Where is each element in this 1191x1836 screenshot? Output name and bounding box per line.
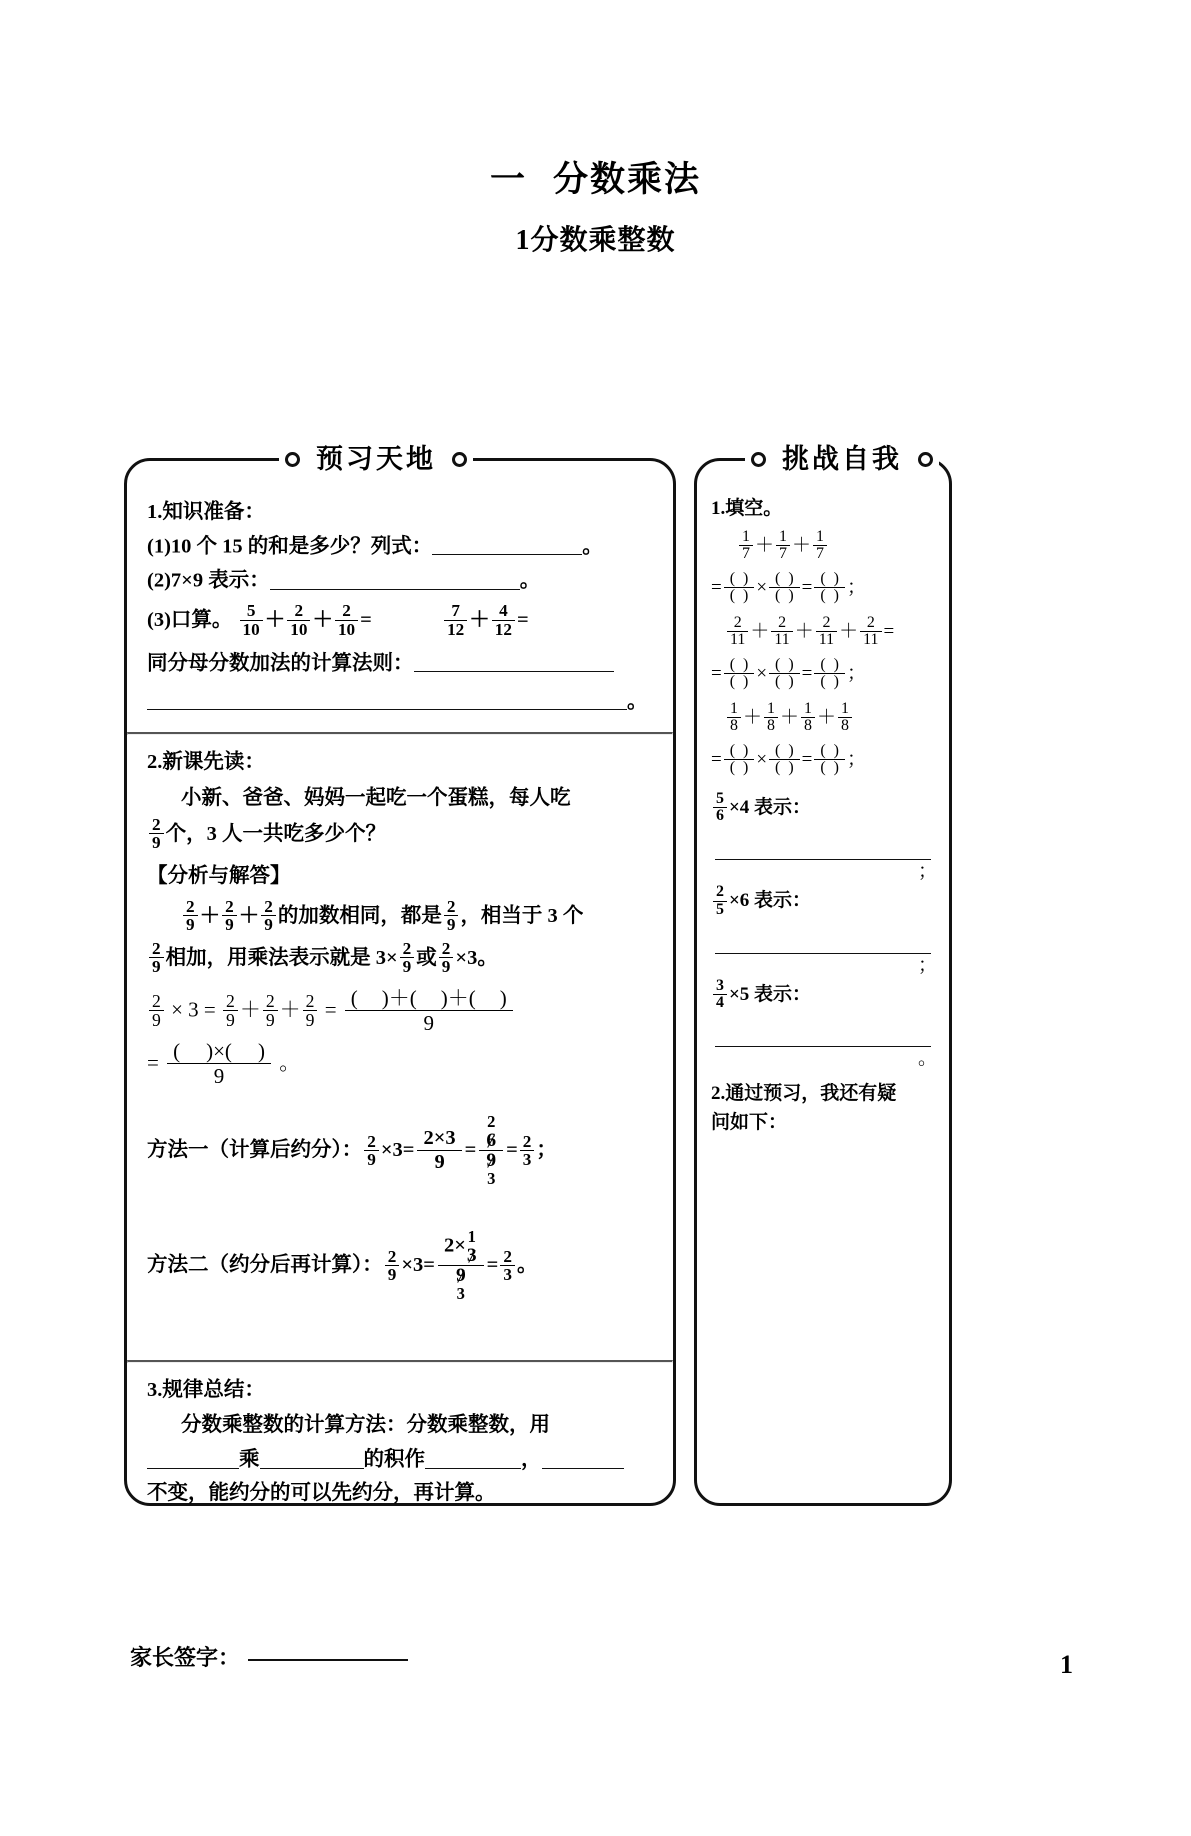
frac-den: 3 (500, 1265, 515, 1284)
blank-paren[interactable]: ( ) (775, 570, 794, 588)
equals-sign: = (324, 997, 337, 1022)
method-one-x3: ×3= (380, 1139, 415, 1162)
blank-paren[interactable]: ( ) (729, 570, 749, 588)
plus-sign: ＋ (750, 620, 770, 642)
frac-num: 2 (866, 613, 875, 631)
blank-paren[interactable]: ( ) (729, 742, 749, 760)
preview-panel (124, 444, 676, 1506)
blank-paren[interactable]: ( ) (820, 742, 839, 760)
challenge-panel-title: 挑战自我 (782, 444, 902, 474)
meaning-item-3 (711, 976, 937, 1071)
equals-sign: = (801, 663, 813, 685)
semicolon: ； (846, 749, 866, 771)
rule-blank-2[interactable] (147, 686, 627, 711)
q3-label: (3)口算。 (147, 609, 233, 632)
section1-rule (147, 648, 653, 680)
frac-den: 9 (149, 1010, 164, 1029)
plus-sign: ＋ (238, 904, 260, 927)
frac-den: 5 (713, 901, 727, 918)
q3-expression-1 (238, 601, 377, 639)
frac-num: 1 (779, 527, 787, 545)
page-title (0, 152, 1191, 202)
section1-rule-cont (147, 686, 653, 718)
fill-group-3-answer[interactable] (711, 744, 937, 778)
section1-q3 (147, 603, 653, 639)
blank-paren[interactable]: ( ) (769, 673, 800, 690)
analysis-line-1: $\frac{2}{9}$ ＋ $\frac{2}{9}$ ＋ $\frac{2}{9}$ 的加数相同，都是 $\frac{2}{9}$ ，相当于 3 个 (147, 899, 653, 935)
signature-label: 家长签字： (130, 1645, 241, 1670)
fill-group-1-sum (711, 527, 937, 564)
q2-label: (2)7×9 表示： (147, 569, 270, 592)
meaning-item-1 (711, 789, 937, 884)
frac-den: 8 (801, 717, 815, 734)
equals-sign: = (147, 1050, 159, 1075)
method-one-cancel-fraction (479, 1114, 503, 1187)
frac-den: 10 (335, 620, 358, 639)
blank-paren[interactable]: ( ) (769, 587, 800, 604)
eq1-times: × 3 = (171, 997, 216, 1022)
parent-signature (130, 1641, 408, 1672)
meaning-end: ； (917, 861, 937, 883)
fill-group-1-answer[interactable] (711, 572, 937, 606)
plus-sign: ＋ (779, 706, 799, 728)
section-rule-summary (127, 1363, 673, 1511)
cancel-den-replacement: 3 (456, 1283, 465, 1303)
frac-num: 1 (841, 699, 849, 717)
cancel-num-original: 3 (466, 1245, 477, 1266)
q1-end: 。 (582, 535, 603, 558)
challenge-panel (694, 444, 952, 1506)
blank-paren[interactable]: ( ) (820, 570, 839, 588)
worksheet-page (0, 152, 1191, 1836)
blank-paren[interactable]: ( ) (729, 656, 749, 674)
times-sign: × (756, 577, 768, 599)
frac-den: 7 (739, 545, 753, 562)
frac-num: 1 (816, 527, 824, 545)
blank-paren[interactable]: ( ) (814, 673, 845, 690)
cancel-den-original: 9 (455, 1265, 466, 1287)
blank-denominator: 9 (167, 1063, 271, 1088)
frac-den: 7 (813, 545, 827, 562)
plus-sign: ＋ (199, 904, 221, 927)
frac-den: 8 (838, 717, 852, 734)
summary-blank-2[interactable] (260, 1444, 364, 1469)
frac-num: 5 (716, 789, 724, 807)
frac-den: 11 (860, 631, 881, 648)
meaning-text: ×6 表示： (728, 890, 812, 912)
section2-story-line2 (147, 814, 653, 853)
frac-num: 2 (822, 613, 831, 631)
challenge-content (697, 461, 949, 1137)
section1-heading: 1.知识准备： (147, 501, 265, 523)
signature-blank[interactable] (248, 1659, 408, 1661)
method-two-x3: ×3= (401, 1254, 435, 1277)
times-sign: × (756, 663, 768, 685)
frac-num: 2 (294, 601, 304, 621)
method-two-cancel-fraction (438, 1229, 484, 1302)
blank-paren[interactable]: ( ) (820, 656, 839, 674)
section3-heading: 3.规律总结： (147, 1378, 265, 1401)
frac-num: 2 (716, 883, 724, 901)
q3-expression-2 (442, 601, 529, 639)
story-text-2: 个，3 人一共吃多少个？ (165, 822, 386, 845)
method-one-line (147, 1112, 653, 1188)
method-one-label: 方法一（计算后约分）： (147, 1139, 363, 1162)
equals-sign: = (711, 663, 722, 685)
blank-paren[interactable]: ( ) (775, 742, 794, 760)
times-sign: × (756, 749, 768, 771)
summary-text-1: 分数乘整数的计算方法：分数乘整数，用 (181, 1414, 550, 1437)
blank-denominator: 9 (345, 1010, 513, 1035)
method-two-line (147, 1227, 653, 1303)
rule-label: 同分母分数加法的计算法则： (147, 652, 414, 675)
q1-label: (1)10 个 15 的和是多少？列式： (147, 535, 433, 558)
frac-num: 4 (499, 601, 508, 621)
analysis-text-a: 的加数相同，都是 (277, 904, 442, 927)
equals-sign: = (801, 577, 813, 599)
cancel-num-replacement: 1 (467, 1227, 476, 1247)
lesson-title: 分数乘整数 (530, 225, 676, 256)
frac-num: 2 (733, 613, 742, 631)
knob-circle-icon (918, 452, 933, 467)
frac-den: 11 (771, 631, 792, 648)
frac-den: 9 (385, 1265, 400, 1284)
plus-sign: ＋ (279, 997, 301, 1022)
plus-sign: ＋ (816, 706, 836, 728)
frac-den: 7 (776, 545, 790, 562)
q2-blank[interactable] (270, 565, 520, 590)
equals-sign: = (486, 1254, 499, 1277)
frac-num: 2 (342, 601, 351, 621)
summary-blank-1[interactable] (147, 1444, 239, 1469)
cancel-den-original: 9 (486, 1150, 497, 1172)
frac-den: 9 (149, 833, 164, 852)
blank-paren[interactable]: ( ) (814, 759, 845, 776)
plus-sign: ＋ (839, 620, 859, 642)
frac-num: 2 (522, 1131, 532, 1151)
fill-group-2-answer[interactable] (711, 658, 937, 692)
frac-num: 2 (503, 1246, 512, 1266)
analysis-line-2: $\frac{2}{9}$ 相加，用乘法表示就是 3× $\frac{2}{9}$ 或 $\frac{2}{9}$ ×3。 (147, 941, 653, 977)
analysis-text-d: 或 (416, 946, 437, 969)
blank-paren[interactable]: ( ) (814, 587, 845, 604)
equals-sign: = (506, 1139, 518, 1162)
fill-group-2-sum (711, 613, 937, 650)
plus-sign: ＋ (312, 609, 333, 632)
analysis-text-b: ，相当于 3 个 (460, 904, 584, 927)
section1-q1 (147, 531, 653, 563)
knob-circle-icon (751, 452, 766, 467)
meaning-item-2 (711, 885, 937, 977)
cancel-num-original: 6 (486, 1129, 497, 1151)
frac-num: 2 (152, 990, 161, 1011)
fill-blank-heading: 1.填空。 (711, 498, 783, 519)
frac-den: 11 (816, 631, 837, 648)
frac-num: 1 (742, 527, 750, 545)
section2-heading: 2.新课先读： (147, 751, 265, 774)
method-one-mid-num: 2×3 (423, 1126, 456, 1149)
summary-text-3: 的积作 (363, 1448, 425, 1471)
meaning-text: ×5 表示： (728, 983, 812, 1005)
summary-blank-3[interactable] (425, 1444, 521, 1469)
chapter-number: 一 (489, 160, 527, 199)
frac-den: 12 (444, 620, 467, 639)
semicolon: ； (846, 577, 866, 599)
summary-text-2: 乘 (239, 1448, 260, 1471)
analysis-text-e: ×3。 (455, 946, 498, 969)
frac-num: 2 (387, 1246, 397, 1266)
meaning-end: ； (917, 954, 937, 976)
frac-num: 1 (767, 699, 775, 717)
blank-numerator[interactable]: ( )×( ) (173, 1039, 265, 1064)
frac-den: 6 (713, 807, 727, 824)
section3-line-1 (147, 1410, 653, 1442)
equals-sign: = (464, 1139, 477, 1162)
blank-paren[interactable]: ( ) (769, 759, 800, 776)
q2-end: 。 (519, 569, 541, 592)
summary-blank-4[interactable] (542, 1444, 624, 1469)
section-new-lesson (127, 735, 673, 1303)
frac-den: 10 (287, 620, 310, 639)
question-2-line-2: 问如下： (711, 1111, 788, 1133)
frac-num: 2 (367, 1131, 376, 1151)
expanded-equation-line-1: $\frac{2}{9}$ × 3 = $\frac{2}{9}$ ＋ $\frac{2}{9}$ ＋ $\frac{2}{9}$ = ( )＋( )＋( ) 9 (147, 987, 653, 1036)
blank-paren[interactable]: ( ) (775, 656, 794, 674)
frac-den: 9 (364, 1150, 379, 1169)
frac-num: 1 (804, 699, 812, 717)
frac-den: 11 (727, 631, 748, 648)
equals-sign: = (801, 749, 813, 771)
semicolon: ； (846, 663, 866, 685)
plus-sign: ＋ (754, 534, 774, 556)
frac-den: 12 (492, 620, 515, 639)
equals-sign: = (360, 609, 372, 632)
frac-num: 2 (778, 613, 787, 631)
frac-num: 2 (152, 814, 161, 834)
page-number: 1 (1060, 1650, 1073, 1679)
frac-num: 3 (716, 976, 724, 994)
plus-sign: ＋ (742, 706, 762, 728)
frac-den: 10 (240, 620, 263, 639)
blank-paren[interactable]: ( ) (724, 673, 755, 690)
knob-circle-icon (285, 452, 300, 467)
plus-sign: ＋ (794, 620, 814, 642)
lesson-title-row (0, 218, 1191, 258)
frac-num: 7 (451, 601, 460, 621)
blank-fraction-sum[interactable] (345, 986, 513, 1035)
method-two-num-prefix: 2× (443, 1235, 466, 1258)
lesson-number: 1 (515, 225, 531, 256)
fill-group-3-sum (711, 699, 937, 736)
chapter-title: 分数乘法 (553, 160, 702, 199)
knob-circle-icon (452, 452, 467, 467)
question-2-line-1: 2.通过预习，我还有疑 (711, 1083, 897, 1105)
eq2-end: 。 (279, 1050, 301, 1075)
section3-line-3: 不变，能约分的可以先约分，再计算。 (147, 1482, 496, 1505)
analysis-heading: 【分析与解答】 (147, 864, 291, 887)
summary-text-4: ， (521, 1448, 542, 1471)
story-text-1: 小新、爸爸、妈妈一起吃一个蛋糕，每人吃 (181, 786, 571, 809)
frac-den: 3 (520, 1150, 535, 1169)
method-two-end: 。 (516, 1254, 538, 1277)
frac-den: 4 (713, 994, 727, 1011)
q1-blank[interactable] (432, 531, 582, 556)
expanded-equation-line-2 (147, 1040, 653, 1089)
cancel-num-replacement: 2 (487, 1112, 496, 1132)
preview-panel-banner (279, 439, 473, 479)
equals-sign: = (711, 749, 722, 771)
plus-sign: ＋ (791, 534, 811, 556)
plus-sign: ＋ (469, 609, 490, 632)
rule-end: 。 (627, 690, 648, 713)
preview-panel-title: 预习天地 (316, 444, 436, 474)
frac-num: 1 (730, 699, 738, 717)
method-one-end: ； (536, 1139, 557, 1162)
meaning-end: 。 (917, 1048, 937, 1070)
blank-numerator[interactable]: ( )＋( )＋( ) (350, 985, 507, 1010)
section3-line-2 (147, 1444, 653, 1476)
equals-sign: = (711, 577, 722, 599)
blank-paren[interactable]: ( ) (724, 759, 755, 776)
method-one-mid-den: 9 (417, 1150, 461, 1175)
analysis-text-c: 相加，用乘法表示就是 3× (165, 946, 398, 969)
blank-fraction-product[interactable] (167, 1039, 271, 1088)
section-knowledge-prep (127, 461, 673, 718)
plus-sign: ＋ (239, 997, 261, 1022)
challenge-panel-banner (745, 439, 939, 479)
frac-den: 8 (727, 717, 741, 734)
rule-blank-1[interactable] (414, 648, 614, 673)
section2-story-line1 (147, 783, 653, 815)
equals-sign: = (883, 620, 895, 642)
meaning-text: ×4 表示： (728, 796, 812, 818)
frac-num: 5 (246, 601, 256, 621)
section1-q2 (147, 565, 653, 597)
cancel-den-replacement: 3 (487, 1168, 496, 1188)
equals-sign: = (516, 609, 529, 632)
blank-paren[interactable]: ( ) (724, 587, 755, 604)
plus-sign: ＋ (264, 609, 286, 632)
method-two-label: 方法二（约分后再计算）： (147, 1254, 383, 1277)
frac-den: 8 (764, 717, 778, 734)
